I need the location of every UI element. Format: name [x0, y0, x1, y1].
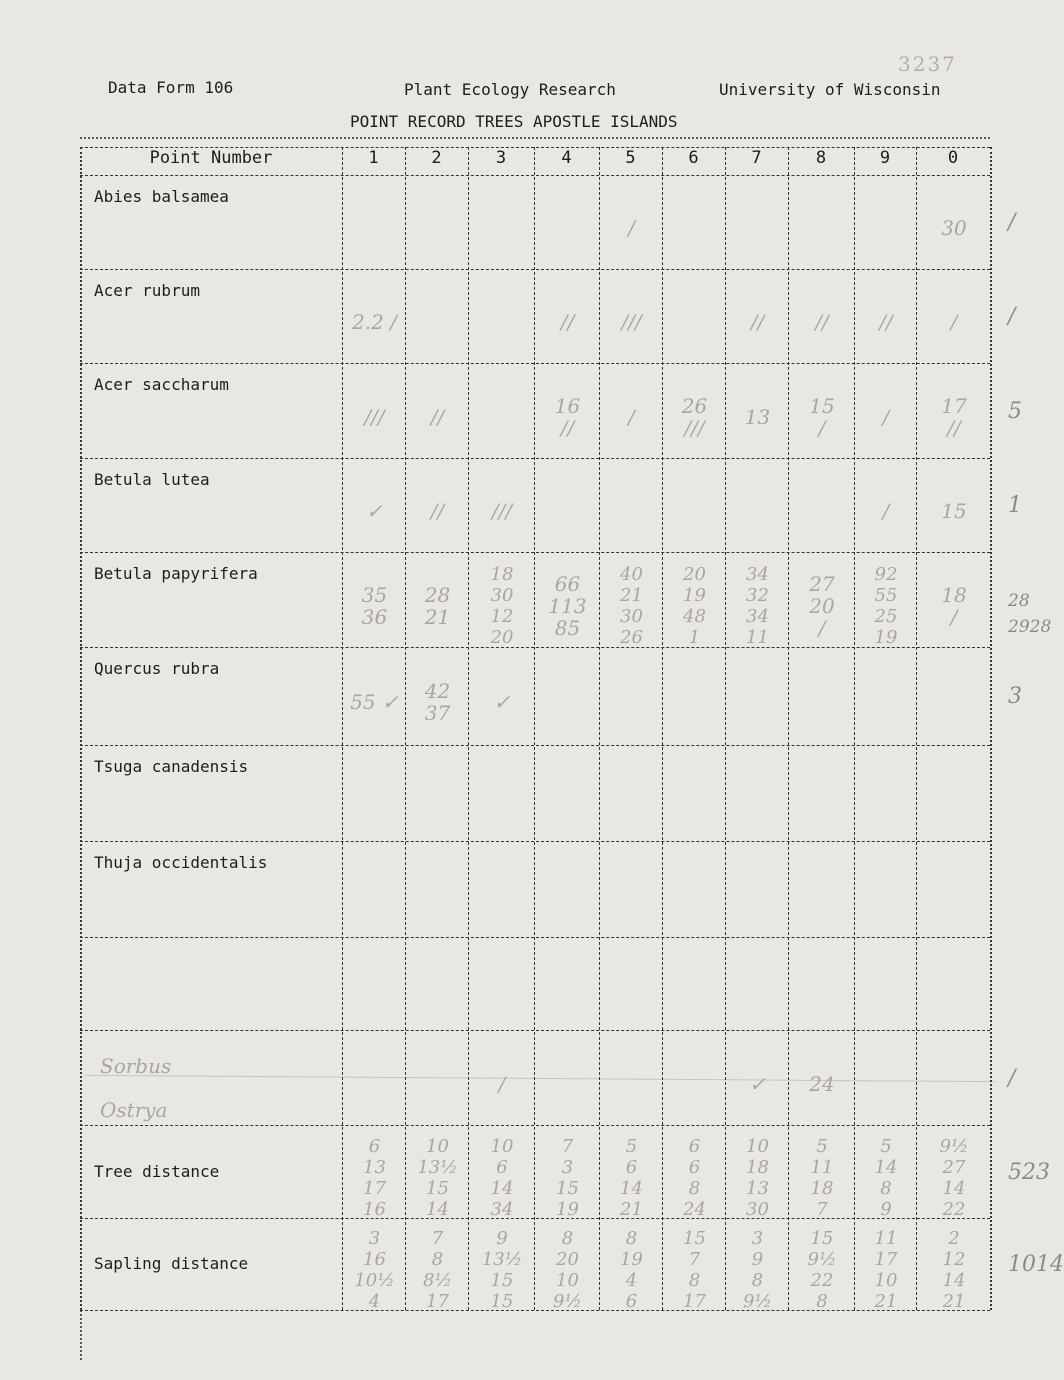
tally-cell: 5 6 14 21: [620, 1135, 643, 1220]
point-number-header: 8: [815, 148, 827, 168]
species-label: Abies balsamea: [94, 187, 229, 206]
tally-cell: 28 21: [424, 582, 451, 629]
grid-row-line: [80, 1310, 990, 1311]
margin-total: /: [1008, 304, 1016, 329]
tally-cell: 18 30 12 20: [490, 563, 514, 648]
tally-cell: 10 18 13 30: [746, 1135, 769, 1220]
tally-cell: ✓: [749, 1071, 766, 1096]
tally-cell: 8 19 4 6: [620, 1228, 643, 1312]
tally-cell: 11 17 10 21: [874, 1228, 898, 1312]
grid-row-line: [80, 937, 990, 938]
tally-cell: /: [628, 216, 635, 240]
grid-column-line: [916, 147, 917, 1310]
grid-row-line: [80, 841, 990, 842]
grid-column-line: [725, 147, 726, 1310]
left-dotted-margin: [80, 1310, 82, 1360]
tally-cell: 20 19 48 1: [683, 563, 706, 648]
tally-cell: 24: [809, 1071, 835, 1096]
tally-cell: 10 13½ 15 14: [417, 1135, 458, 1220]
margin-total: 3: [1008, 684, 1022, 709]
point-number-header: 5: [625, 148, 636, 168]
point-number-header: 9: [879, 148, 891, 168]
species-label: Acer saccharum: [94, 375, 229, 394]
grid-column-line: [342, 147, 343, 1310]
point-number-header: 4: [561, 148, 572, 168]
margin-total: 5: [1008, 398, 1022, 424]
tally-cell: ✓: [366, 499, 383, 523]
tally-cell: 10 6 14 34: [490, 1135, 514, 1220]
grid-row-line: [80, 745, 990, 746]
tally-cell: 15: [941, 499, 967, 523]
tally-cell: 16 //: [554, 393, 581, 440]
tally-cell: 6 13 17 16: [363, 1135, 386, 1220]
tally-cell: ///: [491, 499, 513, 523]
grid-column-line: [990, 147, 992, 1310]
species-label: Thuja occidentalis: [94, 853, 268, 872]
tally-cell: 2 12 14 21: [942, 1228, 966, 1312]
grid-column-line: [405, 147, 406, 1310]
tally-cell: /: [950, 310, 958, 334]
margin-total: 523: [1008, 1159, 1050, 1185]
margin-total: /: [1008, 210, 1016, 235]
margin-total: 1: [1008, 493, 1022, 518]
department-title: Plant Ecology Research: [404, 80, 616, 99]
margin-total: /: [1008, 1065, 1016, 1091]
grid-row-line: [80, 647, 990, 648]
tally-cell: 8 20 10 9½: [553, 1228, 582, 1312]
tally-cell: 92 55 25 19: [874, 563, 898, 648]
tally-cell: //: [879, 310, 893, 334]
tally-cell: 27 20 /: [809, 571, 835, 640]
margin-total: 28 2928: [1008, 590, 1052, 637]
grid-column-line: [468, 147, 469, 1310]
form-subtitle: POINT RECORD TREES APOSTLE ISLANDS: [350, 112, 678, 131]
point-number-header: 7: [751, 148, 762, 168]
tally-cell: 6 6 8 24: [683, 1135, 706, 1220]
grid-column-line: [854, 147, 855, 1310]
grid-row-line: [80, 552, 990, 553]
point-number-header: 2: [431, 148, 442, 168]
point-number-header: 6: [688, 148, 699, 168]
species-label: Sapling distance: [94, 1254, 249, 1273]
grid-row-line: [80, 269, 990, 270]
tally-cell: 9½ 27 14 22: [939, 1135, 969, 1220]
tally-cell: 55 ✓: [350, 690, 399, 714]
tally-cell: 35 36: [361, 582, 388, 629]
tally-cell: 18 /: [941, 582, 967, 629]
tally-cell: //: [750, 310, 765, 334]
tally-cell: ///: [621, 310, 642, 334]
tally-cell: 66 113 85: [548, 571, 587, 640]
tally-cell: ///: [364, 404, 385, 429]
species-label: Quercus rubra: [94, 659, 220, 678]
point-number-label: Point Number: [149, 148, 273, 168]
species-label: Betula lutea: [94, 470, 210, 489]
grid-row-line: [80, 363, 990, 364]
tally-cell: 7 8 8½ 17: [423, 1228, 452, 1312]
tally-cell: 3 9 8 9½: [743, 1228, 772, 1312]
grid-column-line: [534, 147, 535, 1310]
tally-cell: 34 32 34 11: [746, 563, 769, 648]
species-label: Acer rubrum: [94, 281, 200, 300]
tally-cell: 42 37: [424, 679, 451, 725]
grid-row-line: [80, 1218, 990, 1219]
tally-cell: 15 9½ 22 8: [807, 1228, 837, 1312]
tally-cell: 2.2 /: [352, 310, 397, 334]
tally-cell: 17 //: [941, 393, 967, 440]
sheet-number: 3237: [898, 52, 957, 76]
species-label: Tsuga canadensis: [94, 757, 249, 776]
grid-column-line: [599, 147, 600, 1310]
tally-cell: 9 13½ 15 15: [481, 1228, 523, 1312]
tally-cell: //: [815, 310, 829, 334]
tally-cell: ✓: [493, 690, 511, 714]
grid-row-line: [80, 175, 990, 176]
grid-row-line: [80, 1030, 990, 1031]
grid-row-line: [80, 1125, 990, 1126]
point-number-header: 0: [947, 148, 959, 168]
tally-cell: /: [882, 404, 890, 429]
tally-cell: 7 3 15 19: [556, 1135, 579, 1220]
tally-cell: 26 ///: [681, 393, 708, 440]
point-number-header: 3: [495, 148, 507, 168]
grid-row-line: [80, 458, 990, 459]
tally-cell: //: [430, 499, 445, 523]
grid-column-line: [80, 147, 82, 1310]
tally-cell: //: [430, 404, 445, 429]
grid-column-line: [788, 147, 789, 1310]
form-id: Data Form 106: [108, 78, 234, 97]
tally-cell: /: [628, 404, 635, 429]
tally-cell: 40 21 30 26: [620, 563, 643, 648]
species-label: Tree distance: [94, 1161, 220, 1181]
top-dotted-rule: [80, 137, 990, 139]
university-title: University of Wisconsin: [719, 80, 941, 99]
species-label: Betula papyrifera: [94, 564, 258, 583]
tally-cell: 15 /: [809, 393, 835, 440]
tally-cell: 13: [744, 404, 771, 429]
tally-cell: 3 16 10½ 4: [354, 1228, 395, 1312]
tally-cell: 5 11 18 7: [810, 1135, 834, 1220]
tally-cell: /: [498, 1071, 506, 1096]
tally-cell: //: [560, 310, 575, 334]
grid-column-line: [662, 147, 663, 1310]
tally-cell: 5 14 8 9: [874, 1135, 898, 1220]
tally-cell: /: [882, 499, 890, 523]
tally-cell: 15 7 8 17: [683, 1228, 706, 1312]
tally-cell: 30: [941, 216, 967, 240]
tally-grid: [80, 147, 1064, 1312]
point-number-header: 1: [368, 148, 379, 168]
species-label: Sorbus Ostrya: [100, 1054, 172, 1122]
margin-total: 1014: [1008, 1252, 1064, 1277]
